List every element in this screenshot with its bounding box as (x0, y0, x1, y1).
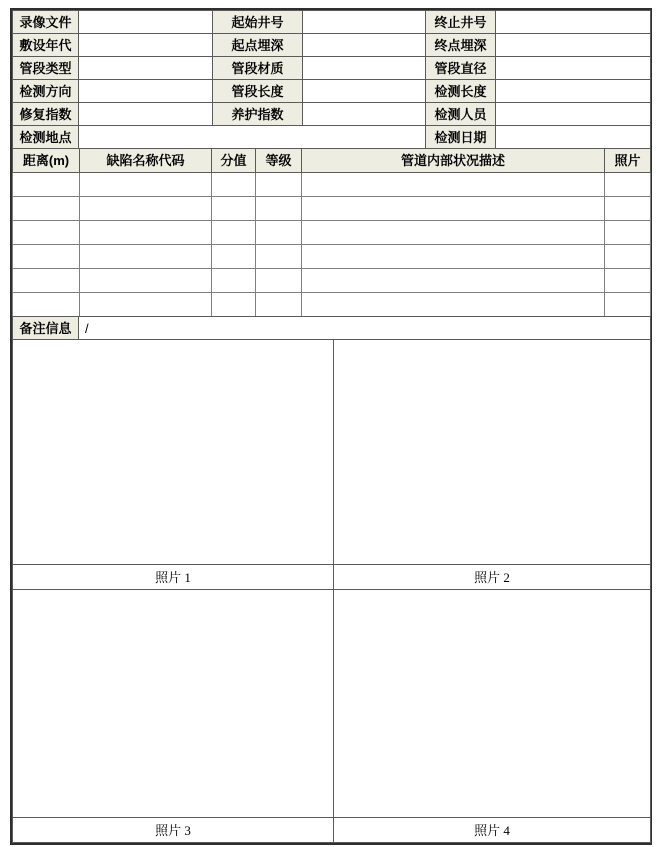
photo-placeholder-1[interactable] (13, 340, 334, 565)
defect-row (13, 173, 651, 197)
defect-row (13, 245, 651, 269)
col-header-defect-code: 缺陷名称代码 (80, 149, 212, 173)
remarks-label: 备注信息 (13, 317, 79, 340)
defect-cell-description[interactable] (302, 293, 605, 317)
info-row (13, 126, 651, 149)
defect-cell-grade[interactable] (256, 197, 302, 221)
remarks-row (12, 316, 651, 340)
info-row (13, 34, 651, 57)
defect-cell-code[interactable] (80, 293, 212, 317)
field-label-laying-year: 敷设年代 (13, 34, 79, 57)
photo-caption-3: 照片 3 (13, 818, 334, 843)
field-label-end-depth: 终点埋深 (426, 34, 496, 57)
field-value-end-well[interactable] (496, 11, 651, 34)
defect-cell-description[interactable] (302, 245, 605, 269)
defect-cell-code[interactable] (80, 197, 212, 221)
defect-cell-code[interactable] (80, 269, 212, 293)
defect-cell-grade[interactable] (256, 245, 302, 269)
defect-row (13, 221, 651, 245)
defect-cell-grade[interactable] (256, 221, 302, 245)
defect-cell-grade[interactable] (256, 269, 302, 293)
field-label-repair-index: 修复指数 (13, 103, 79, 126)
col-header-photo: 照片 (605, 149, 651, 173)
defect-cell-code[interactable] (80, 221, 212, 245)
info-row (13, 80, 651, 103)
field-label-start-depth: 起点埋深 (213, 34, 303, 57)
defect-cell-distance[interactable] (13, 173, 80, 197)
info-row (13, 57, 651, 80)
field-label-inspect-date: 检测日期 (426, 126, 496, 149)
defect-row (13, 293, 651, 317)
field-value-pipe-type[interactable] (79, 57, 213, 80)
photo-grid (12, 339, 651, 843)
defect-cell-score[interactable] (212, 269, 256, 293)
defect-cell-distance[interactable] (13, 293, 80, 317)
field-value-start-depth[interactable] (303, 34, 426, 57)
field-label-inspector: 检测人员 (426, 103, 496, 126)
field-value-inspect-direction[interactable] (79, 80, 213, 103)
defect-cell-code[interactable] (80, 245, 212, 269)
col-header-distance: 距离(m) (13, 149, 80, 173)
photo-placeholder-4[interactable] (334, 590, 651, 818)
defect-cell-distance[interactable] (13, 221, 80, 245)
defect-cell-description[interactable] (302, 197, 605, 221)
defect-cell-grade[interactable] (256, 173, 302, 197)
field-value-video-file[interactable] (79, 11, 213, 34)
field-label-video-file: 录像文件 (13, 11, 79, 34)
col-header-description: 管道内部状况描述 (302, 149, 605, 173)
defect-row (13, 197, 651, 221)
defect-row (13, 269, 651, 293)
field-label-maintenance-index: 养护指数 (213, 103, 303, 126)
defect-cell-description[interactable] (302, 221, 605, 245)
field-value-inspect-length[interactable] (496, 80, 651, 103)
defect-cell-photo[interactable] (605, 173, 651, 197)
field-label-pipe-length: 管段长度 (213, 80, 303, 103)
defect-cell-code[interactable] (80, 173, 212, 197)
defect-cell-photo[interactable] (605, 245, 651, 269)
defect-cell-distance[interactable] (13, 269, 80, 293)
pipe-info-form (12, 10, 651, 149)
photo-caption-1: 照片 1 (13, 565, 334, 590)
photo-caption-4: 照片 4 (334, 818, 651, 843)
field-label-start-well: 起始井号 (213, 11, 303, 34)
field-value-end-depth[interactable] (496, 34, 651, 57)
defect-cell-photo[interactable] (605, 293, 651, 317)
field-label-pipe-material: 管段材质 (213, 57, 303, 80)
field-label-pipe-type: 管段类型 (13, 57, 79, 80)
photo-placeholder-3[interactable] (13, 590, 334, 818)
defect-cell-description[interactable] (302, 173, 605, 197)
col-header-score: 分值 (212, 149, 256, 173)
defect-header-row (13, 149, 651, 173)
photo-caption-2: 照片 2 (334, 565, 651, 590)
field-value-pipe-diameter[interactable] (496, 57, 651, 80)
field-value-repair-index[interactable] (79, 103, 213, 126)
defect-cell-score[interactable] (212, 197, 256, 221)
defect-cell-score[interactable] (212, 293, 256, 317)
field-label-inspect-direction: 检测方向 (13, 80, 79, 103)
field-value-inspect-location[interactable] (79, 126, 426, 149)
defect-cell-description[interactable] (302, 269, 605, 293)
field-label-end-well: 终止井号 (426, 11, 496, 34)
defect-cell-score[interactable] (212, 173, 256, 197)
photo-placeholder-2[interactable] (334, 340, 651, 565)
info-row (13, 11, 651, 34)
defect-cell-distance[interactable] (13, 197, 80, 221)
defect-cell-score[interactable] (212, 221, 256, 245)
defect-cell-photo[interactable] (605, 221, 651, 245)
field-value-inspector[interactable] (496, 103, 651, 126)
field-value-pipe-length[interactable] (303, 80, 426, 103)
defect-cell-score[interactable] (212, 245, 256, 269)
col-header-grade: 等级 (256, 149, 302, 173)
defect-table (12, 148, 651, 317)
field-value-maintenance-index[interactable] (303, 103, 426, 126)
field-label-inspect-length: 检测长度 (426, 80, 496, 103)
field-value-inspect-date[interactable] (496, 126, 651, 149)
remarks-value[interactable]: / (79, 317, 651, 340)
field-label-pipe-diameter: 管段直径 (426, 57, 496, 80)
field-value-start-well[interactable] (303, 11, 426, 34)
field-value-laying-year[interactable] (79, 34, 213, 57)
defect-cell-grade[interactable] (256, 293, 302, 317)
field-value-pipe-material[interactable] (303, 57, 426, 80)
defect-cell-distance[interactable] (13, 245, 80, 269)
defect-cell-photo[interactable] (605, 269, 651, 293)
field-label-inspect-location: 检测地点 (13, 126, 79, 149)
defect-cell-photo[interactable] (605, 197, 651, 221)
info-row (13, 103, 651, 126)
inspection-report-sheet (10, 8, 652, 845)
